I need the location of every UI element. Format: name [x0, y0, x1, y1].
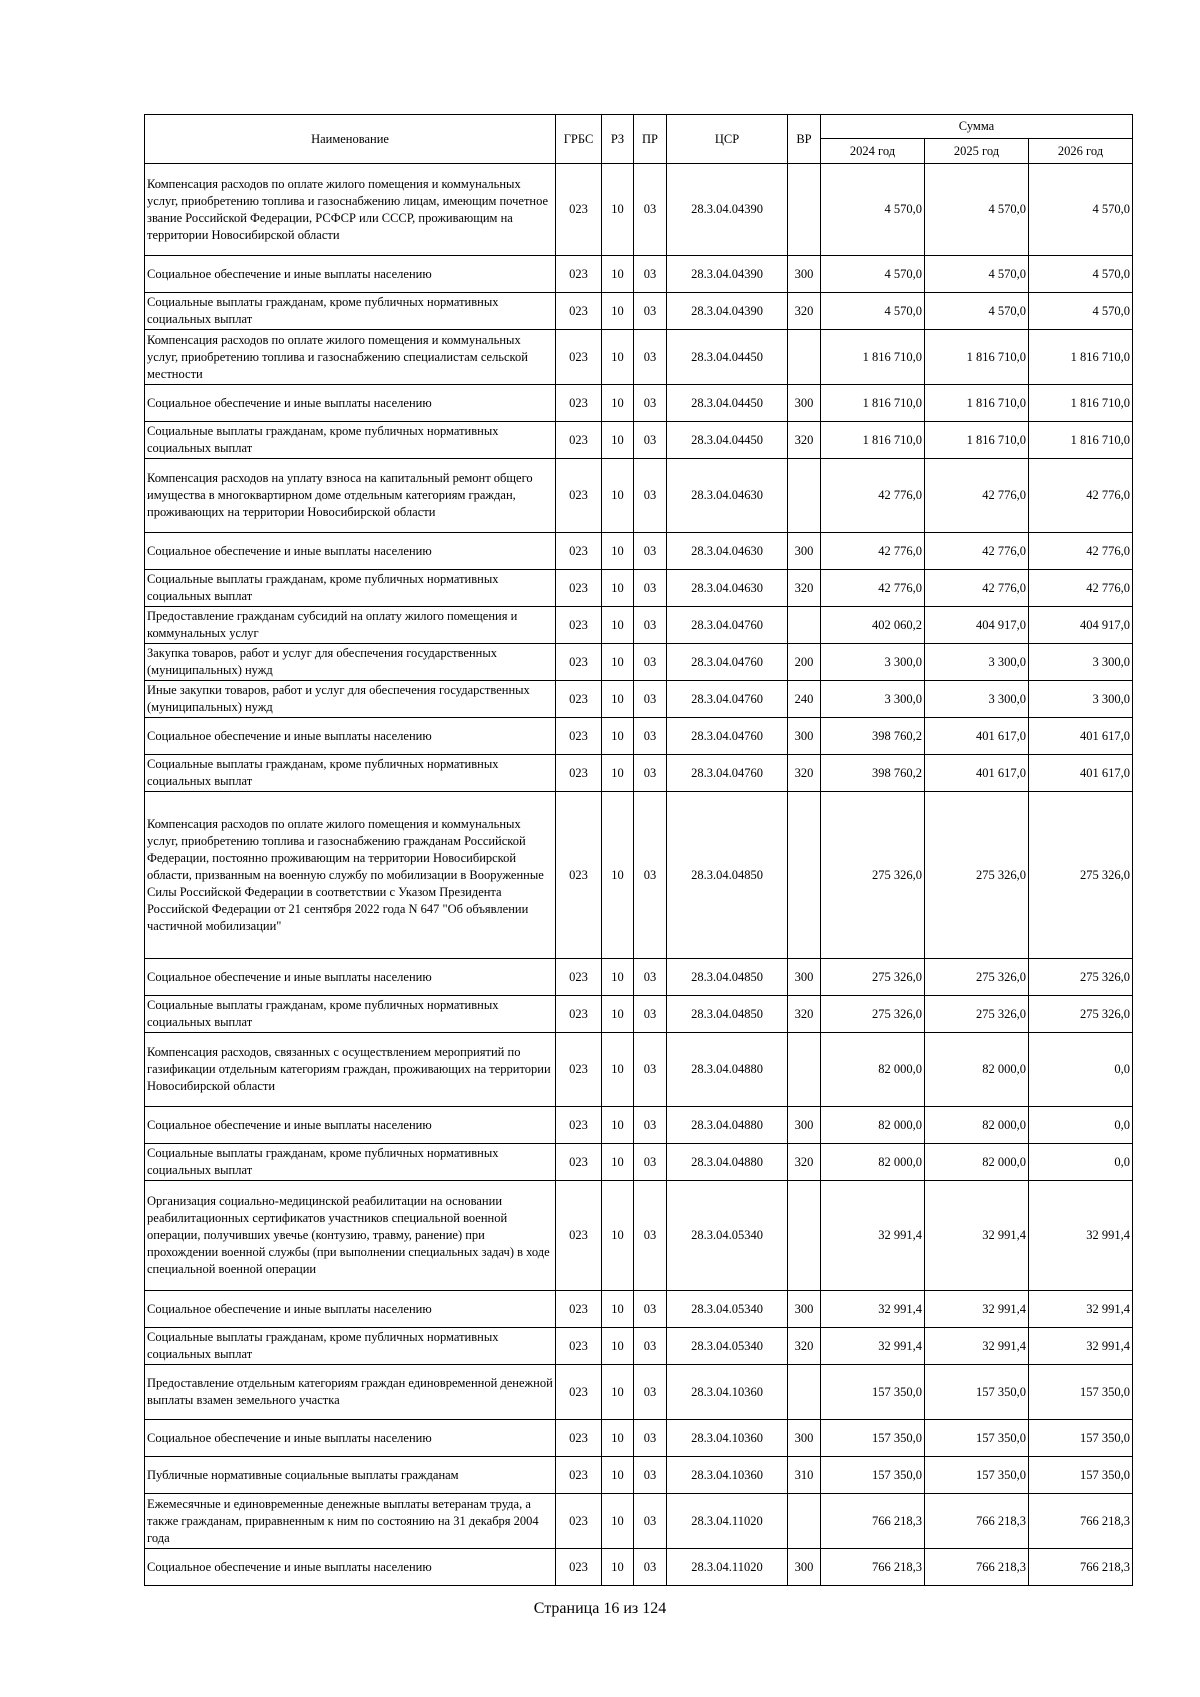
row-name: Предоставление гражданам субсидий на оплату жилого помещения и коммунальных услуг: [145, 607, 556, 644]
row-name: Социальные выплаты гражданам, кроме публичных нормативных социальных выплат: [145, 755, 556, 792]
table-row: [145, 1365, 1133, 1420]
row-grbs: 023: [556, 681, 602, 718]
row-csr: 28.3.04.04760: [667, 681, 788, 718]
row-vr: 300: [788, 1107, 821, 1144]
row-grbs: 023: [556, 459, 602, 533]
row-name: Социальные выплаты гражданам, кроме публичных нормативных социальных выплат: [145, 1328, 556, 1365]
row-grbs: 023: [556, 1033, 602, 1107]
row-name: Компенсация расходов по оплате жилого помещения и коммунальных услуг, приобретению топлива и газоснабжению лицам, имеющим почетное звание Российской Федерации, РСФСР или СССР, проживающим на территории Новосибирской области: [145, 164, 556, 256]
row-amount-2024: 398 760,2: [821, 718, 925, 755]
row-pr: 03: [634, 1144, 667, 1181]
row-name: Социальное обеспечение и иные выплаты населению: [145, 256, 556, 293]
row-vr: [788, 607, 821, 644]
row-vr: 300: [788, 718, 821, 755]
row-csr: 28.3.04.10360: [667, 1365, 788, 1420]
row-amount-2025: 275 326,0: [925, 959, 1029, 996]
row-amount-2025: 4 570,0: [925, 293, 1029, 330]
row-amount-2025: 3 300,0: [925, 681, 1029, 718]
table-row: [145, 1549, 1133, 1586]
table-row: [145, 755, 1133, 792]
row-csr: 28.3.04.04760: [667, 644, 788, 681]
row-pr: 03: [634, 1181, 667, 1291]
budget-table: [144, 114, 1133, 1586]
row-amount-2026: 157 350,0: [1029, 1457, 1133, 1494]
row-amount-2026: 766 218,3: [1029, 1549, 1133, 1586]
row-amount-2025: 4 570,0: [925, 256, 1029, 293]
row-amount-2026: 32 991,4: [1029, 1181, 1133, 1291]
table-header: [145, 115, 1133, 164]
row-grbs: 023: [556, 385, 602, 422]
row-grbs: 023: [556, 330, 602, 385]
row-vr: 320: [788, 422, 821, 459]
row-vr: [788, 164, 821, 256]
row-amount-2026: 1 816 710,0: [1029, 385, 1133, 422]
row-grbs: 023: [556, 1365, 602, 1420]
row-amount-2024: 1 816 710,0: [821, 422, 925, 459]
row-rz: 10: [602, 681, 634, 718]
row-csr: 28.3.04.04850: [667, 959, 788, 996]
row-amount-2026: 275 326,0: [1029, 996, 1133, 1033]
row-amount-2026: 3 300,0: [1029, 644, 1133, 681]
row-amount-2024: 32 991,4: [821, 1328, 925, 1365]
row-amount-2024: 82 000,0: [821, 1107, 925, 1144]
row-rz: 10: [602, 607, 634, 644]
row-name: Предоставление отдельным категориям граждан единовременной денежной выплаты взамен земельного участка: [145, 1365, 556, 1420]
table-row: [145, 293, 1133, 330]
row-csr: 28.3.04.11020: [667, 1549, 788, 1586]
row-rz: 10: [602, 293, 634, 330]
header-pr: ПР: [634, 115, 667, 164]
row-rz: 10: [602, 792, 634, 959]
table-row: [145, 385, 1133, 422]
row-pr: 03: [634, 1549, 667, 1586]
row-amount-2024: 32 991,4: [821, 1181, 925, 1291]
row-amount-2025: 82 000,0: [925, 1033, 1029, 1107]
row-amount-2026: 42 776,0: [1029, 533, 1133, 570]
row-amount-2024: 766 218,3: [821, 1494, 925, 1549]
row-grbs: 023: [556, 644, 602, 681]
row-amount-2025: 766 218,3: [925, 1549, 1029, 1586]
row-amount-2026: 42 776,0: [1029, 570, 1133, 607]
row-vr: 320: [788, 570, 821, 607]
row-rz: 10: [602, 459, 634, 533]
row-pr: 03: [634, 459, 667, 533]
table-row: [145, 607, 1133, 644]
row-amount-2024: 157 350,0: [821, 1365, 925, 1420]
table-row: [145, 644, 1133, 681]
row-rz: 10: [602, 422, 634, 459]
row-pr: 03: [634, 1033, 667, 1107]
row-vr: 320: [788, 1328, 821, 1365]
table-row: [145, 1457, 1133, 1494]
row-amount-2025: 1 816 710,0: [925, 385, 1029, 422]
row-vr: 300: [788, 959, 821, 996]
row-amount-2025: 3 300,0: [925, 644, 1029, 681]
row-rz: 10: [602, 570, 634, 607]
row-csr: 28.3.04.04880: [667, 1033, 788, 1107]
row-name: Социальные выплаты гражданам, кроме публичных нормативных социальных выплат: [145, 1144, 556, 1181]
row-amount-2025: 404 917,0: [925, 607, 1029, 644]
row-pr: 03: [634, 1365, 667, 1420]
row-grbs: 023: [556, 1494, 602, 1549]
row-pr: 03: [634, 644, 667, 681]
row-amount-2026: 4 570,0: [1029, 164, 1133, 256]
row-name: Социальное обеспечение и иные выплаты населению: [145, 718, 556, 755]
row-pr: 03: [634, 164, 667, 256]
header-vr: ВР: [788, 115, 821, 164]
row-rz: 10: [602, 1328, 634, 1365]
table-row: [145, 1033, 1133, 1107]
row-grbs: 023: [556, 1457, 602, 1494]
row-amount-2025: 32 991,4: [925, 1181, 1029, 1291]
row-grbs: 023: [556, 422, 602, 459]
header-rz: РЗ: [602, 115, 634, 164]
row-csr: 28.3.04.04760: [667, 718, 788, 755]
row-name: Социальные выплаты гражданам, кроме публичных нормативных социальных выплат: [145, 996, 556, 1033]
row-pr: 03: [634, 1291, 667, 1328]
row-amount-2026: 4 570,0: [1029, 256, 1133, 293]
row-rz: 10: [602, 996, 634, 1033]
table-row: [145, 1144, 1133, 1181]
row-amount-2024: 4 570,0: [821, 164, 925, 256]
row-grbs: 023: [556, 1549, 602, 1586]
row-amount-2024: 3 300,0: [821, 644, 925, 681]
row-name: Социальные выплаты гражданам, кроме публичных нормативных социальных выплат: [145, 570, 556, 607]
table-row: [145, 1181, 1133, 1291]
header-sum: Сумма: [821, 115, 1133, 139]
row-amount-2025: 766 218,3: [925, 1494, 1029, 1549]
table-row: [145, 792, 1133, 959]
row-pr: 03: [634, 607, 667, 644]
row-csr: 28.3.04.04850: [667, 792, 788, 959]
row-amount-2026: 157 350,0: [1029, 1420, 1133, 1457]
row-rz: 10: [602, 1107, 634, 1144]
row-pr: 03: [634, 792, 667, 959]
row-grbs: 023: [556, 570, 602, 607]
row-name: Организация социально-медицинской реабилитации на основании реабилитационных сертификатов участников специальной военной операции, получивших увечье (контузию, травму, ранение) при прохождении военной службы (при выполнении специальных задач) в ходе специальной военной операции: [145, 1181, 556, 1291]
row-vr: 300: [788, 1291, 821, 1328]
row-grbs: 023: [556, 1107, 602, 1144]
row-rz: 10: [602, 1365, 634, 1420]
row-rz: 10: [602, 959, 634, 996]
row-name: Иные закупки товаров, работ и услуг для обеспечения государственных (муниципальных) нужд: [145, 681, 556, 718]
row-amount-2024: 4 570,0: [821, 256, 925, 293]
row-amount-2025: 401 617,0: [925, 755, 1029, 792]
row-vr: [788, 792, 821, 959]
row-amount-2024: 42 776,0: [821, 533, 925, 570]
row-amount-2024: 1 816 710,0: [821, 385, 925, 422]
row-grbs: 023: [556, 607, 602, 644]
row-amount-2024: 4 570,0: [821, 293, 925, 330]
row-csr: 28.3.04.10360: [667, 1420, 788, 1457]
row-csr: 28.3.04.04630: [667, 570, 788, 607]
header-name: Наименование: [145, 115, 556, 164]
row-amount-2024: 82 000,0: [821, 1144, 925, 1181]
row-pr: 03: [634, 422, 667, 459]
row-amount-2026: 0,0: [1029, 1144, 1133, 1181]
row-grbs: 023: [556, 996, 602, 1033]
row-vr: [788, 330, 821, 385]
row-amount-2025: 42 776,0: [925, 533, 1029, 570]
table-row: [145, 681, 1133, 718]
row-name: Компенсация расходов по оплате жилого помещения и коммунальных услуг, приобретению топлива и газоснабжению специалистам сельской местности: [145, 330, 556, 385]
row-amount-2026: 275 326,0: [1029, 959, 1133, 996]
row-amount-2024: 157 350,0: [821, 1457, 925, 1494]
row-amount-2025: 275 326,0: [925, 792, 1029, 959]
row-amount-2026: 157 350,0: [1029, 1365, 1133, 1420]
table-row: [145, 718, 1133, 755]
row-vr: [788, 1033, 821, 1107]
row-rz: 10: [602, 164, 634, 256]
row-name: Публичные нормативные социальные выплаты гражданам: [145, 1457, 556, 1494]
row-rz: 10: [602, 1494, 634, 1549]
row-pr: 03: [634, 718, 667, 755]
header-grbs: ГРБС: [556, 115, 602, 164]
row-name: Компенсация расходов по оплате жилого помещения и коммунальных услуг, приобретению топлива и газоснабжению гражданам Российской Федерации, постоянно проживающим на территории Новосибирской области, призванным на военную службу по мобилизации в Вооруженные Силы Российской Федерации в соответствии с Указом Президента Российской Федерации от 21 сентября 2022 года N 647 "Об объявлении частичной мобилизации": [145, 792, 556, 959]
header-csr: ЦСР: [667, 115, 788, 164]
row-csr: 28.3.04.05340: [667, 1181, 788, 1291]
row-rz: 10: [602, 533, 634, 570]
header-year-2026: 2026 год: [1029, 139, 1133, 164]
row-pr: 03: [634, 533, 667, 570]
row-grbs: 023: [556, 718, 602, 755]
table-row: [145, 1107, 1133, 1144]
row-rz: 10: [602, 385, 634, 422]
row-csr: 28.3.04.04880: [667, 1107, 788, 1144]
row-name: Ежемесячные и единовременные денежные выплаты ветеранам труда, а также гражданам, приравненным к ним по состоянию на 31 декабря 2004 года: [145, 1494, 556, 1549]
row-name: Социальное обеспечение и иные выплаты населению: [145, 385, 556, 422]
row-pr: 03: [634, 959, 667, 996]
row-vr: [788, 459, 821, 533]
row-amount-2024: 82 000,0: [821, 1033, 925, 1107]
row-amount-2024: 157 350,0: [821, 1420, 925, 1457]
row-amount-2026: 766 218,3: [1029, 1494, 1133, 1549]
row-name: Социальное обеспечение и иные выплаты населению: [145, 1420, 556, 1457]
row-vr: 240: [788, 681, 821, 718]
row-pr: 03: [634, 996, 667, 1033]
row-name: Социальное обеспечение и иные выплаты населению: [145, 959, 556, 996]
row-rz: 10: [602, 1181, 634, 1291]
row-csr: 28.3.04.04760: [667, 755, 788, 792]
row-amount-2024: 42 776,0: [821, 459, 925, 533]
row-rz: 10: [602, 1420, 634, 1457]
table-body: [145, 164, 1133, 1586]
row-rz: 10: [602, 1457, 634, 1494]
table-row: [145, 996, 1133, 1033]
row-amount-2025: 401 617,0: [925, 718, 1029, 755]
row-amount-2024: 3 300,0: [821, 681, 925, 718]
row-amount-2024: 275 326,0: [821, 996, 925, 1033]
row-csr: 28.3.04.04450: [667, 330, 788, 385]
row-csr: 28.3.04.10360: [667, 1457, 788, 1494]
row-amount-2026: 42 776,0: [1029, 459, 1133, 533]
row-grbs: 023: [556, 293, 602, 330]
row-amount-2024: 275 326,0: [821, 959, 925, 996]
row-amount-2026: 1 816 710,0: [1029, 422, 1133, 459]
row-amount-2026: 0,0: [1029, 1107, 1133, 1144]
table-row: [145, 164, 1133, 256]
row-grbs: 023: [556, 164, 602, 256]
row-vr: 300: [788, 256, 821, 293]
row-amount-2026: 4 570,0: [1029, 293, 1133, 330]
row-vr: 300: [788, 1549, 821, 1586]
row-csr: 28.3.04.04390: [667, 256, 788, 293]
row-amount-2026: 32 991,4: [1029, 1291, 1133, 1328]
table-row: [145, 330, 1133, 385]
row-amount-2024: 402 060,2: [821, 607, 925, 644]
row-name: Закупка товаров, работ и услуг для обеспечения государственных (муниципальных) нужд: [145, 644, 556, 681]
table-row: [145, 1494, 1133, 1549]
row-vr: 300: [788, 533, 821, 570]
table-row: [145, 1420, 1133, 1457]
table-row: [145, 1328, 1133, 1365]
row-csr: 28.3.04.04630: [667, 533, 788, 570]
row-pr: 03: [634, 1107, 667, 1144]
row-name: Компенсация расходов, связанных с осуществлением мероприятий по газификации отдельным категориям граждан, проживающих на территории Новосибирской области: [145, 1033, 556, 1107]
row-name: Социальное обеспечение и иные выплаты населению: [145, 1549, 556, 1586]
row-pr: 03: [634, 681, 667, 718]
row-amount-2025: 157 350,0: [925, 1457, 1029, 1494]
row-pr: 03: [634, 1420, 667, 1457]
table-row: [145, 459, 1133, 533]
row-amount-2025: 32 991,4: [925, 1291, 1029, 1328]
row-rz: 10: [602, 644, 634, 681]
row-grbs: 023: [556, 1328, 602, 1365]
row-amount-2026: 1 816 710,0: [1029, 330, 1133, 385]
row-amount-2024: 42 776,0: [821, 570, 925, 607]
row-csr: 28.3.04.04390: [667, 164, 788, 256]
row-name: Социальные выплаты гражданам, кроме публичных нормативных социальных выплат: [145, 422, 556, 459]
row-vr: 300: [788, 1420, 821, 1457]
row-amount-2026: 401 617,0: [1029, 718, 1133, 755]
row-name: Социальное обеспечение и иные выплаты населению: [145, 1291, 556, 1328]
row-amount-2025: 42 776,0: [925, 459, 1029, 533]
page-number: Страница 16 из 124: [533, 1600, 667, 1617]
row-pr: 03: [634, 1494, 667, 1549]
row-pr: 03: [634, 385, 667, 422]
row-amount-2026: 404 917,0: [1029, 607, 1133, 644]
row-vr: 300: [788, 385, 821, 422]
row-name: Компенсация расходов на уплату взноса на капитальный ремонт общего имущества в многоквартирном доме отдельным категориям граждан, проживающих на территории Новосибирской области: [145, 459, 556, 533]
row-csr: 28.3.04.04630: [667, 459, 788, 533]
row-vr: [788, 1181, 821, 1291]
row-csr: 28.3.04.04450: [667, 422, 788, 459]
row-amount-2026: 3 300,0: [1029, 681, 1133, 718]
row-rz: 10: [602, 1549, 634, 1586]
row-vr: 320: [788, 293, 821, 330]
row-csr: 28.3.04.04850: [667, 996, 788, 1033]
row-amount-2024: 1 816 710,0: [821, 330, 925, 385]
row-amount-2024: 275 326,0: [821, 792, 925, 959]
row-pr: 03: [634, 293, 667, 330]
row-pr: 03: [634, 1328, 667, 1365]
row-grbs: 023: [556, 1291, 602, 1328]
row-vr: [788, 1365, 821, 1420]
row-pr: 03: [634, 256, 667, 293]
row-vr: 320: [788, 996, 821, 1033]
row-csr: 28.3.04.05340: [667, 1291, 788, 1328]
row-amount-2025: 275 326,0: [925, 996, 1029, 1033]
row-rz: 10: [602, 330, 634, 385]
row-amount-2025: 82 000,0: [925, 1107, 1029, 1144]
row-pr: 03: [634, 755, 667, 792]
row-amount-2025: 4 570,0: [925, 164, 1029, 256]
row-rz: 10: [602, 1144, 634, 1181]
row-amount-2025: 1 816 710,0: [925, 330, 1029, 385]
row-amount-2025: 42 776,0: [925, 570, 1029, 607]
row-vr: 200: [788, 644, 821, 681]
header-year-2024: 2024 год: [821, 139, 925, 164]
row-rz: 10: [602, 1291, 634, 1328]
row-pr: 03: [634, 1457, 667, 1494]
row-amount-2025: 32 991,4: [925, 1328, 1029, 1365]
row-rz: 10: [602, 256, 634, 293]
row-csr: 28.3.04.04390: [667, 293, 788, 330]
row-amount-2024: 32 991,4: [821, 1291, 925, 1328]
table-row: [145, 959, 1133, 996]
row-grbs: 023: [556, 256, 602, 293]
row-name: Социальное обеспечение и иные выплаты населению: [145, 533, 556, 570]
row-amount-2026: 0,0: [1029, 1033, 1133, 1107]
row-amount-2026: 275 326,0: [1029, 792, 1133, 959]
row-amount-2025: 82 000,0: [925, 1144, 1029, 1181]
row-grbs: 023: [556, 755, 602, 792]
row-amount-2024: 398 760,2: [821, 755, 925, 792]
row-csr: 28.3.04.11020: [667, 1494, 788, 1549]
row-csr: 28.3.04.05340: [667, 1328, 788, 1365]
row-pr: 03: [634, 570, 667, 607]
row-rz: 10: [602, 718, 634, 755]
row-name: Социальные выплаты гражданам, кроме публичных нормативных социальных выплат: [145, 293, 556, 330]
row-amount-2025: 1 816 710,0: [925, 422, 1029, 459]
row-pr: 03: [634, 330, 667, 385]
table-row: [145, 570, 1133, 607]
row-csr: 28.3.04.04880: [667, 1144, 788, 1181]
table-row: [145, 422, 1133, 459]
row-amount-2025: 157 350,0: [925, 1365, 1029, 1420]
row-grbs: 023: [556, 533, 602, 570]
row-amount-2026: 401 617,0: [1029, 755, 1133, 792]
row-vr: 310: [788, 1457, 821, 1494]
row-csr: 28.3.04.04450: [667, 385, 788, 422]
row-vr: [788, 1494, 821, 1549]
row-grbs: 023: [556, 1181, 602, 1291]
table-row: [145, 533, 1133, 570]
row-name: Социальное обеспечение и иные выплаты населению: [145, 1107, 556, 1144]
row-amount-2026: 32 991,4: [1029, 1328, 1133, 1365]
row-grbs: 023: [556, 1144, 602, 1181]
row-amount-2024: 766 218,3: [821, 1549, 925, 1586]
row-vr: 320: [788, 1144, 821, 1181]
row-vr: 320: [788, 755, 821, 792]
row-amount-2025: 157 350,0: [925, 1420, 1029, 1457]
row-grbs: 023: [556, 792, 602, 959]
row-csr: 28.3.04.04760: [667, 607, 788, 644]
row-grbs: 023: [556, 959, 602, 996]
table-row: [145, 1291, 1133, 1328]
row-rz: 10: [602, 1033, 634, 1107]
table-row: [145, 256, 1133, 293]
row-rz: 10: [602, 755, 634, 792]
row-grbs: 023: [556, 1420, 602, 1457]
header-year-2025: 2025 год: [925, 139, 1029, 164]
